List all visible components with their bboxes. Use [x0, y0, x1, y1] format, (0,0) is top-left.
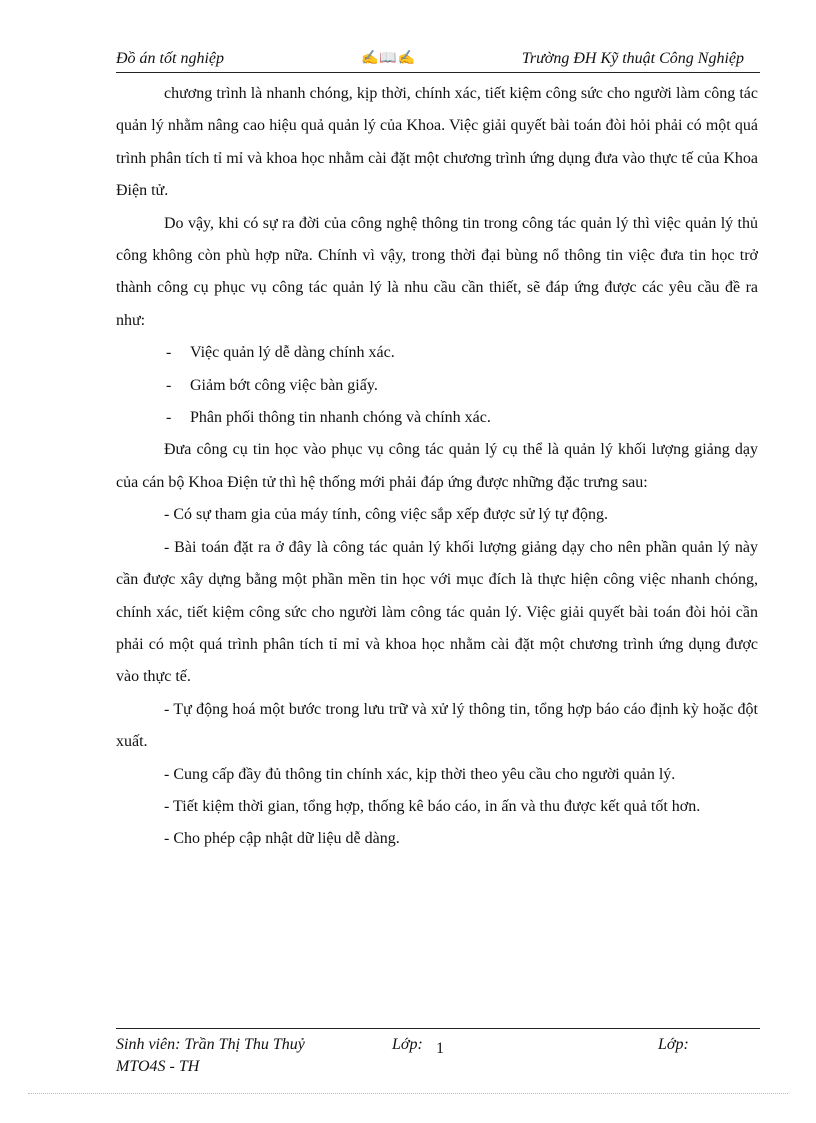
paragraph-6: - Tự động hoá một bước trong lưu trữ và xử lý thông tin, tổng hợp báo cáo định kỳ hoặc đột xuất.	[116, 700, 758, 751]
paragraph-7: - Cung cấp đầy đủ thông tin chính xác, kịp thời theo yêu cầu cho người quản lý.	[164, 765, 676, 783]
paragraph-5: - Bài toán đặt ra ở đây là công tác quản lý khối lượng giảng dạy cho nên phần quản lý này cần được xây dựng bằng một phần mền tin học với mục đích là thực hiện công việc nhanh chóng, chính xác, tiết kiệm công sức cho người làm công tác quản lý. Việc giải quyết bài toán đòi hỏi cần phải có một quá trình phân tích tỉ mỉ và khoa học nhằm cài đặt một chương trình ứng dụng được vào thực tế.	[116, 538, 758, 686]
footer-class-name: MTO4S - TH	[116, 1058, 200, 1075]
bullet-item	[116, 370, 758, 402]
paragraph-3: Đưa công cụ tin học vào phục vụ công tác quản lý cụ thể là quản lý khối lượng giảng dạy của cán bộ Khoa Điện tử thì hệ thống mới phải đáp ứng được những đặc trưng sau:	[116, 441, 758, 491]
footer-student-name: Sinh viên: Trần Thị Thu Thuỷ	[116, 1036, 305, 1053]
bullet-text: Việc quản lý dễ dàng chính xác.	[190, 344, 395, 362]
header-university: Trường ĐH Kỹ thuật Công Nghiệp	[521, 50, 744, 67]
page-bottom-border	[28, 1093, 788, 1094]
bullet-dash: -	[166, 376, 172, 394]
bullet-item	[116, 402, 758, 434]
paragraph-2: Do vậy, khi có sự ra đời của công nghệ thông tin trong công tác quản lý thì việc quản lý thủ công không còn phù hợp nữa. Chính vì vậy, trong thời đại bùng nổ thông tin việc đưa tin học trở thành công cụ phục vụ công tác quản lý là nhu cầu cần thiết, sẽ đáp ứng được các yêu cầu đề ra như:	[116, 214, 758, 329]
footer-class-label: Lớp:	[392, 1036, 423, 1053]
page-body	[116, 78, 758, 856]
bullet-dash: -	[166, 344, 172, 362]
bullet-item	[116, 337, 758, 369]
header-ornament-icon: ✍📖✍	[361, 51, 417, 66]
page-header	[116, 50, 760, 73]
footer-class-label-2: Lớp:	[658, 1036, 689, 1053]
bullet-text: Phân phối thông tin nhanh chóng và chính xác.	[190, 409, 491, 427]
paragraph-1: chương trình là nhanh chóng, kịp thời, chính xác, tiết kiệm công sức cho người làm công tác quản lý nhằm nâng cao hiệu quả quản lý của Khoa. Việc giải quyết bài toán đòi hỏi phải có một quá trình phân tích tỉ mỉ và khoa học nhằm cài đặt một chương trình ứng dụng đưa vào thực tế của Khoa Điện tử.	[116, 85, 758, 200]
bullet-text: Giảm bớt công việc bàn giấy.	[190, 376, 378, 394]
page-number: 1	[436, 1040, 444, 1057]
bullet-dash: -	[166, 409, 172, 427]
paragraph-4: - Có sự tham gia của máy tính, công việc sắp xếp được sử lý tự động.	[164, 506, 608, 524]
paragraph-9: - Cho phép cập nhật dữ liệu dễ dàng.	[164, 830, 400, 848]
footer-divider	[116, 1028, 760, 1029]
header-document-type: Đồ án tốt nghiệp	[116, 50, 224, 67]
paragraph-8: - Tiết kiệm thời gian, tổng hợp, thống kê báo cáo, in ấn và thu được kết quả tốt hơn.	[164, 797, 701, 815]
